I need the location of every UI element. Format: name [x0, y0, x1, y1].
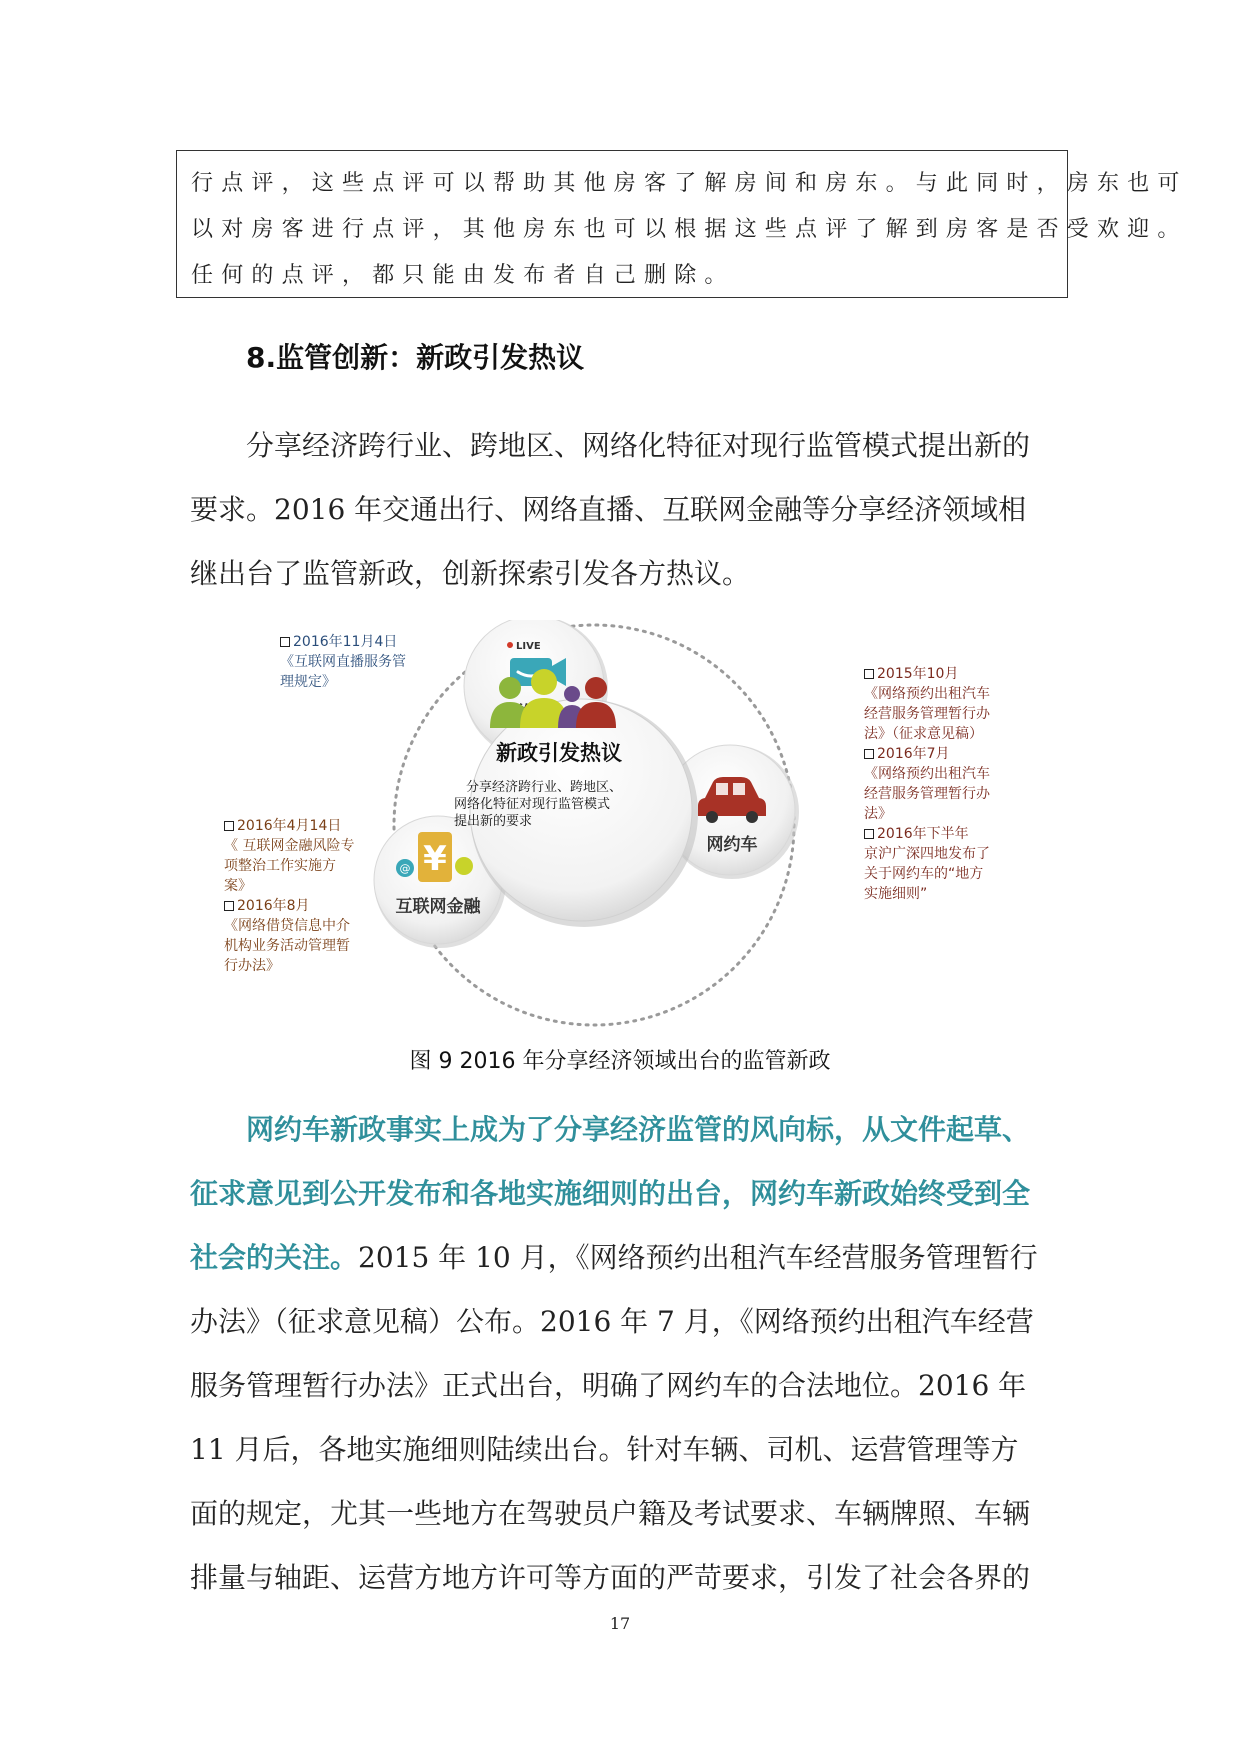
- quote-box: [176, 150, 1188, 298]
- paragraph-line: 11 月后，各地实施细则陆续出台。针对车辆、司机、运营管理等方: [190, 1433, 1019, 1466]
- center-desc-line: 分享经济跨行业、跨地区、: [466, 780, 623, 795]
- annotation-date: 2016年8月: [224, 896, 354, 916]
- annotation-text: 《网络预约出租汽车: [864, 686, 990, 702]
- annotation-text: 机构业务活动管理暂: [224, 938, 350, 954]
- annotation-text: 关于网约车的“地方: [864, 866, 984, 882]
- annotation-text: 经营服务管理暂行办: [864, 706, 990, 722]
- paragraph-line: 面的规定，尤其一些地方在驾驶员户籍及考试要求、车辆牌照、车辆: [190, 1497, 1031, 1530]
- live-badge: LIVE: [516, 641, 541, 652]
- annotation-text: 法》: [864, 806, 892, 822]
- paragraph-line-highlight: 征求意见到公开发布和各地实施细则的出台，网约车新政始终受到全: [190, 1177, 1031, 1210]
- paragraph-line: 服务管理暂行办法》正式出台，明确了网约车的合法地位。2016 年: [190, 1369, 1027, 1402]
- yuan-symbol: ¥: [423, 839, 447, 879]
- annotation-text: 《互联网直播服务管: [280, 654, 406, 670]
- annotation-text: 《网络预约出租汽车: [864, 766, 990, 782]
- paragraph-line: 分享经济跨行业、跨地区、网络化特征对现行监管模式提出新的: [246, 429, 1031, 462]
- paragraph-line: 继出台了监管新政，创新探索引发各方热议。: [190, 557, 751, 590]
- paragraph-line: 办法》（征求意见稿）公布。2016 年 7 月，《网络预约出租汽车经营: [190, 1305, 1034, 1338]
- annotation-date: 2016年11月4日: [280, 632, 406, 652]
- annotation-date: 2016年下半年: [864, 824, 990, 844]
- highlight-text: 社会的关注。: [190, 1241, 359, 1274]
- annotation-text: 法》（征求意见稿）: [864, 726, 983, 742]
- annotation-text: 《 互联网金融风险专: [224, 838, 355, 854]
- center-title: 新政引发热议: [496, 741, 622, 765]
- annotation-date: 2016年4月14日: [224, 816, 354, 836]
- paragraph-line: [190, 1226, 1060, 1290]
- plain-text: 2015 年 10 月，《网络预约出租汽车经营服务管理暂行: [358, 1241, 1038, 1274]
- annotation-text: 行办法》: [224, 958, 280, 974]
- center-desc-line: 网络化特征对现行监管模式: [454, 797, 611, 812]
- paragraph-line-highlight: 网约车新政事实上成为了分享经济监管的风向标，从文件起草、: [246, 1113, 1031, 1146]
- annotation-text: 理规定》: [280, 674, 336, 690]
- annotation-text: 京沪广深四地发布了: [864, 846, 990, 862]
- annotation-text: 经营服务管理暂行办: [864, 786, 990, 802]
- quote-line: 行点评，这些点评可以帮助其他房客了解房间和房东。与此同时，房东也可: [191, 171, 1188, 196]
- paragraph-line: 排量与轴距、运营方地方许可等方面的严苛要求，引发了社会各界的: [190, 1561, 1031, 1594]
- svg-text:@: @: [399, 862, 411, 875]
- bubble-label-finance: 互联网金融: [395, 897, 481, 917]
- annotation-date: 2015年10月: [864, 664, 990, 684]
- policy-figure: [200, 620, 1060, 1030]
- annotation-car: [864, 664, 990, 904]
- paragraph-line: 要求。2016 年交通出行、网络直播、互联网金融等分享经济领域相: [190, 493, 1027, 526]
- main-paragraph: [190, 1098, 1060, 1610]
- quote-line: 以对房客进行点评，其他房东也可以根据这些点评了解到房客是否受欢迎。: [191, 217, 1188, 242]
- bubble-label-car: 网约车: [706, 835, 758, 855]
- annotation-live: [280, 632, 406, 692]
- page-number: 17: [609, 1614, 631, 1633]
- figure-caption: 图 9 2016 年分享经济领域出台的监管新政: [409, 1049, 831, 1074]
- center-desc-line: 提出新的要求: [454, 814, 533, 829]
- quote-line: 任何的点评，都只能由发布者自己删除。: [191, 263, 735, 288]
- annotation-text: 实施细则”: [864, 886, 928, 902]
- annotation-text: 案》: [224, 878, 252, 894]
- annotation-finance: [224, 816, 354, 976]
- annotation-text: 项整治工作实施方: [224, 858, 336, 874]
- annotation-date: 2016年7月: [864, 744, 990, 764]
- section-heading: 8.监管创新：新政引发热议: [246, 341, 585, 374]
- intro-paragraph: [190, 414, 1060, 606]
- annotation-text: 《网络借贷信息中介: [224, 918, 350, 934]
